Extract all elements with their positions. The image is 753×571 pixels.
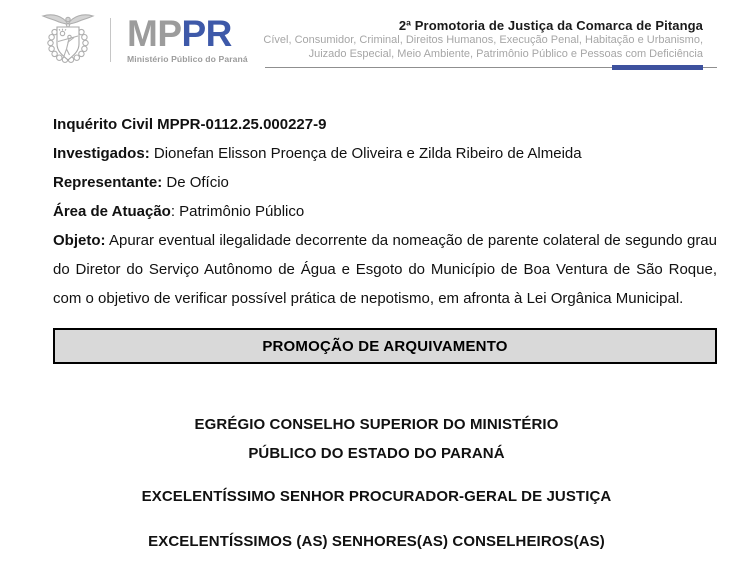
field-investigados-value: Dionefan Elisson Proença de Oliveira e Zilda Ribeiro de Almeida	[149, 145, 582, 162]
logo-subtitle: Ministério Público do Paraná	[127, 54, 248, 64]
header-rule	[265, 67, 717, 68]
field-investigados-label: Investigados:	[53, 145, 150, 162]
field-objeto	[53, 226, 717, 313]
field-objeto-label: Objeto:	[53, 232, 106, 249]
field-area-label: Área de Atuação	[53, 203, 171, 220]
address-conselho-line1: EGRÉGIO CONSELHO SUPERIOR DO MINISTÉRIO	[194, 416, 559, 433]
section-title-box	[53, 328, 717, 364]
field-representante-label: Representante:	[53, 174, 163, 191]
field-objeto-value: Apurar eventual ilegalidade decorrente da nomeação de parente colateral de segundo grau do Diretor do Serviço Autônomo de Água e Esgoto do Município de Boa Ventura de São Roque, com o objetivo de verificar possível prática de nepotismo, em afronta à Lei Orgânica Municipal.	[53, 232, 717, 307]
case-summary	[53, 110, 717, 364]
address-conselheiros: EXCELENTÍSSIMOS (AS) SENHORES(AS) CONSELHEIROS(AS)	[148, 533, 605, 550]
field-investigados	[53, 139, 717, 168]
parana-coat-of-arms-icon	[39, 11, 97, 67]
promotoria-title: 2ª Promotoria de Justiça da Comarca de Pitanga	[398, 18, 703, 33]
mppr-logo	[127, 13, 251, 64]
field-area-de-atuacao	[53, 197, 717, 226]
logo-divider	[110, 18, 111, 62]
case-number: Inquérito Civil MPPR-0112.25.000227-9	[53, 116, 327, 133]
mppr-logo-text	[127, 13, 251, 54]
address-conselho-line2: PÚBLICO DO ESTADO DO PARANÁ	[248, 445, 505, 462]
field-area-value: : Patrimônio Público	[170, 203, 305, 220]
address-conselho-superior	[0, 410, 753, 468]
address-procurador-geral: EXCELENTÍSSIMO SENHOR PROCURADOR-GERAL DE JUSTIÇA	[141, 488, 612, 505]
field-representante-value: De Ofício	[162, 174, 229, 191]
section-title: PROMOÇÃO DE ARQUIVAMENTO	[262, 337, 508, 355]
promotoria-header	[263, 17, 703, 62]
header-rule-accent	[612, 65, 703, 70]
logo-pr-text: PR	[181, 13, 232, 54]
promotoria-subtitle-line2: Juizado Especial, Meio Ambiente, Patrimônio Público e Pessoas com Deficiência	[308, 47, 703, 60]
logo-mp-text: MP	[127, 13, 182, 54]
promotoria-subtitle-line1: Cível, Consumidor, Criminal, Direitos Humanos, Execução Penal, Habitação e Urbanismo,	[263, 34, 703, 46]
field-representante	[53, 168, 717, 197]
